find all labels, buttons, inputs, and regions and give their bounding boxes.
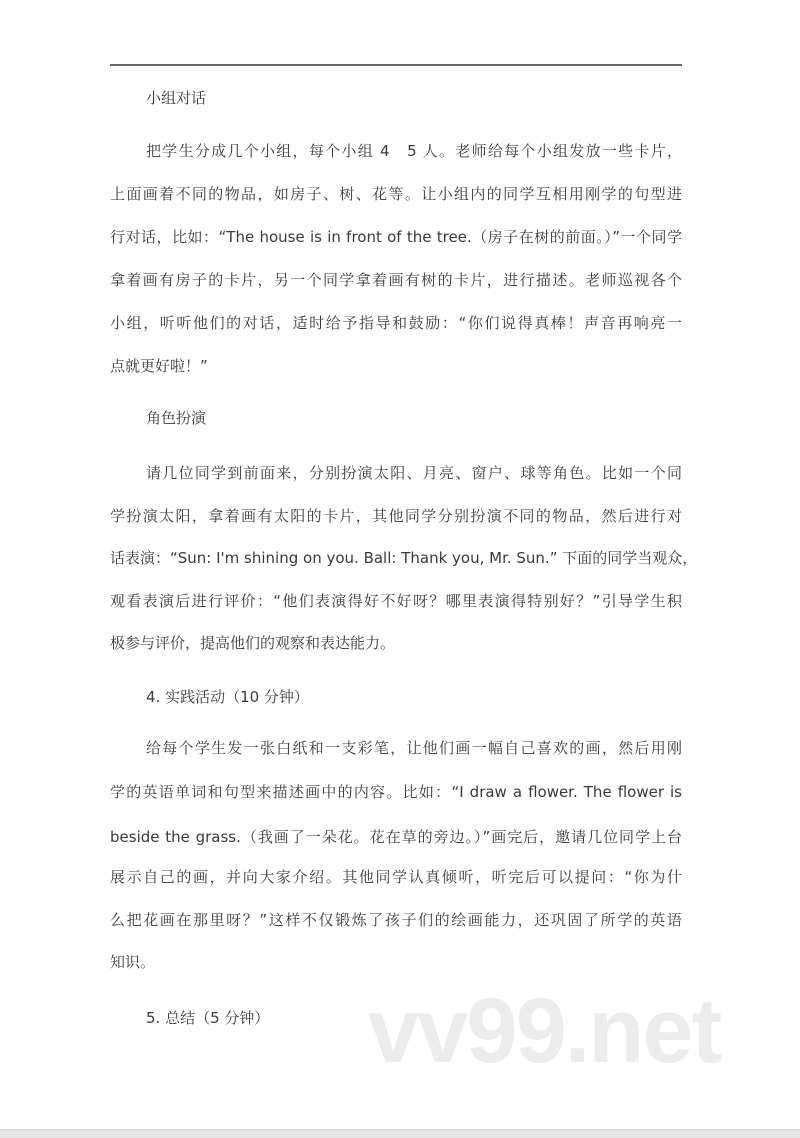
paragraph-line: 行对话，比如：“The house is in front of the tree.（房子在树的前面。）”一个同学	[110, 228, 682, 246]
paragraph-line: 知识。	[110, 953, 156, 971]
paragraph-line: 小组，听听他们的对话，适时给予指导和鼓励：“你们说得真棒！声音再响亮一	[110, 314, 682, 332]
paragraph-line: 拿着画有房子的卡片，另一个同学拿着画有树的卡片，进行描述。老师巡视各个	[110, 271, 682, 289]
section-heading: 小组对话	[146, 89, 207, 107]
paragraph-line: 展示自己的画，并向大家介绍。其他同学认真倾听，听完后可以提问：“你为什	[110, 868, 682, 886]
header-rule	[110, 64, 682, 66]
watermark: vv99.net	[368, 980, 721, 1082]
paragraph-line: 请几位同学到前面来，分别扮演太阳、月亮、窗户、球等角色。比如一个同	[146, 464, 682, 482]
paragraph-line: 么把花画在那里呀？”这样不仅锻炼了孩子们的绘画能力，还巩固了所学的英语	[110, 911, 682, 929]
paragraph-line: 话表演：“Sun: I'm shining on you. Ball: Thank you, Mr. Sun.” 下面的同学当观众，	[110, 549, 698, 567]
paragraph-line: 极参与评价，提高他们的观察和表达能力。	[110, 634, 396, 652]
paragraph-line: 上面画着不同的物品，如房子、树、花等。让小组内的同学互相用刚学的句型进	[110, 185, 682, 203]
paragraph-line: 学的英语单词和句型来描述画中的内容。比如：“I draw a flower. The flower is	[110, 783, 682, 801]
section-heading: 角色扮演	[146, 409, 207, 427]
paragraph-line: 点就更好啦！”	[110, 357, 208, 375]
paragraph-line: 把学生分成几个小组，每个小组 4 5 人。老师给每个小组发放一些卡片，	[146, 142, 682, 160]
paragraph-line: 观看表演后进行评价：“他们表演得好不好呀？哪里表演得特别好？”引导学生积	[110, 592, 682, 610]
paragraph-line: 给每个学生发一张白纸和一支彩笔，让他们画一幅自己喜欢的画，然后用刚	[146, 739, 682, 757]
section-heading: 5. 总结（5 分钟）	[146, 1009, 270, 1027]
paragraph-line: 学扮演太阳，拿着画有太阳的卡片，其他同学分别扮演不同的物品，然后进行对	[110, 507, 682, 525]
section-heading: 4. 实践活动（10 分钟）	[146, 688, 309, 706]
paragraph-line: beside the grass.（我画了一朵花。花在草的旁边。）”画完后，邀请几位同学上台	[110, 828, 682, 846]
